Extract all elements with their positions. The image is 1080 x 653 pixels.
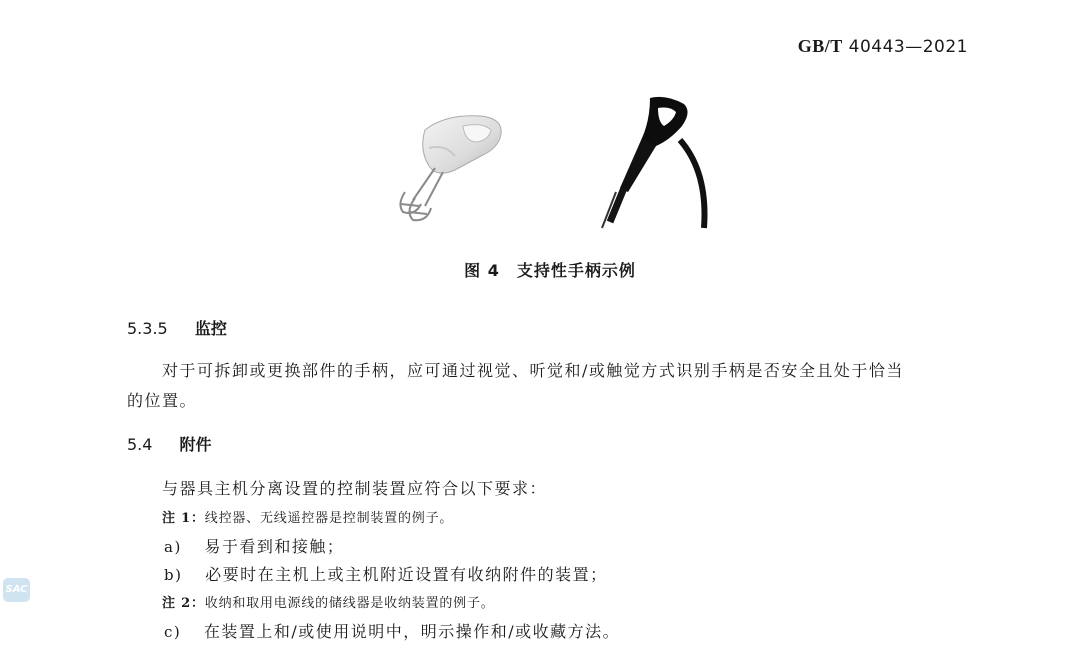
section-5-3-5-heading (127, 316, 227, 339)
list-item-text: 在装置上和/或使用说明中，明示操作和/或收藏方法。 (203, 622, 621, 641)
section-number: 5.3.5 (127, 319, 168, 338)
list-item-text: 必要时在主机上或主机附近设置有收纳附件的装置； (205, 565, 608, 584)
list-marker: c) (164, 623, 182, 641)
appliance-handle-image (580, 92, 710, 230)
paragraph-line: 与器具主机分离设置的控制装置应符合以下要求： (162, 479, 548, 498)
standard-prefix: GB/T (797, 36, 843, 56)
list-item-b (164, 562, 608, 585)
standard-number (798, 36, 968, 57)
note-2 (162, 592, 495, 611)
list-item-text: 易于看到和接触； (204, 537, 345, 556)
section-number: 5.4 (127, 435, 153, 454)
note-text: 线控器、无线遥控器是控制装置的例子。 (204, 511, 454, 526)
hand-mixer-image (385, 108, 510, 223)
note-label: 注 1： (162, 511, 205, 526)
list-marker: b) (164, 566, 183, 584)
paragraph-line: 对于可拆卸或更换部件的手柄，应可通过视觉、听觉和/或触觉方式识别手柄是否安全且处于恰当 (162, 361, 904, 380)
note-1 (162, 507, 453, 526)
list-item-a (164, 534, 344, 557)
sac-watermark-logo: SAC (3, 578, 30, 602)
section-title: 监控 (194, 319, 227, 338)
note-label: 注 2： (162, 596, 205, 611)
list-marker: a) (164, 538, 182, 556)
section-title: 附件 (179, 435, 212, 454)
list-item-c (164, 619, 620, 642)
figure-caption: 图 4 支持性手柄示例 (464, 261, 636, 280)
paragraph-line: 的位置。 (127, 391, 198, 410)
standard-code: 40443—2021 (848, 37, 968, 57)
note-text: 收纳和取用电源线的储线器是收纳装置的例子。 (204, 596, 495, 611)
section-5-4-heading (127, 432, 212, 455)
